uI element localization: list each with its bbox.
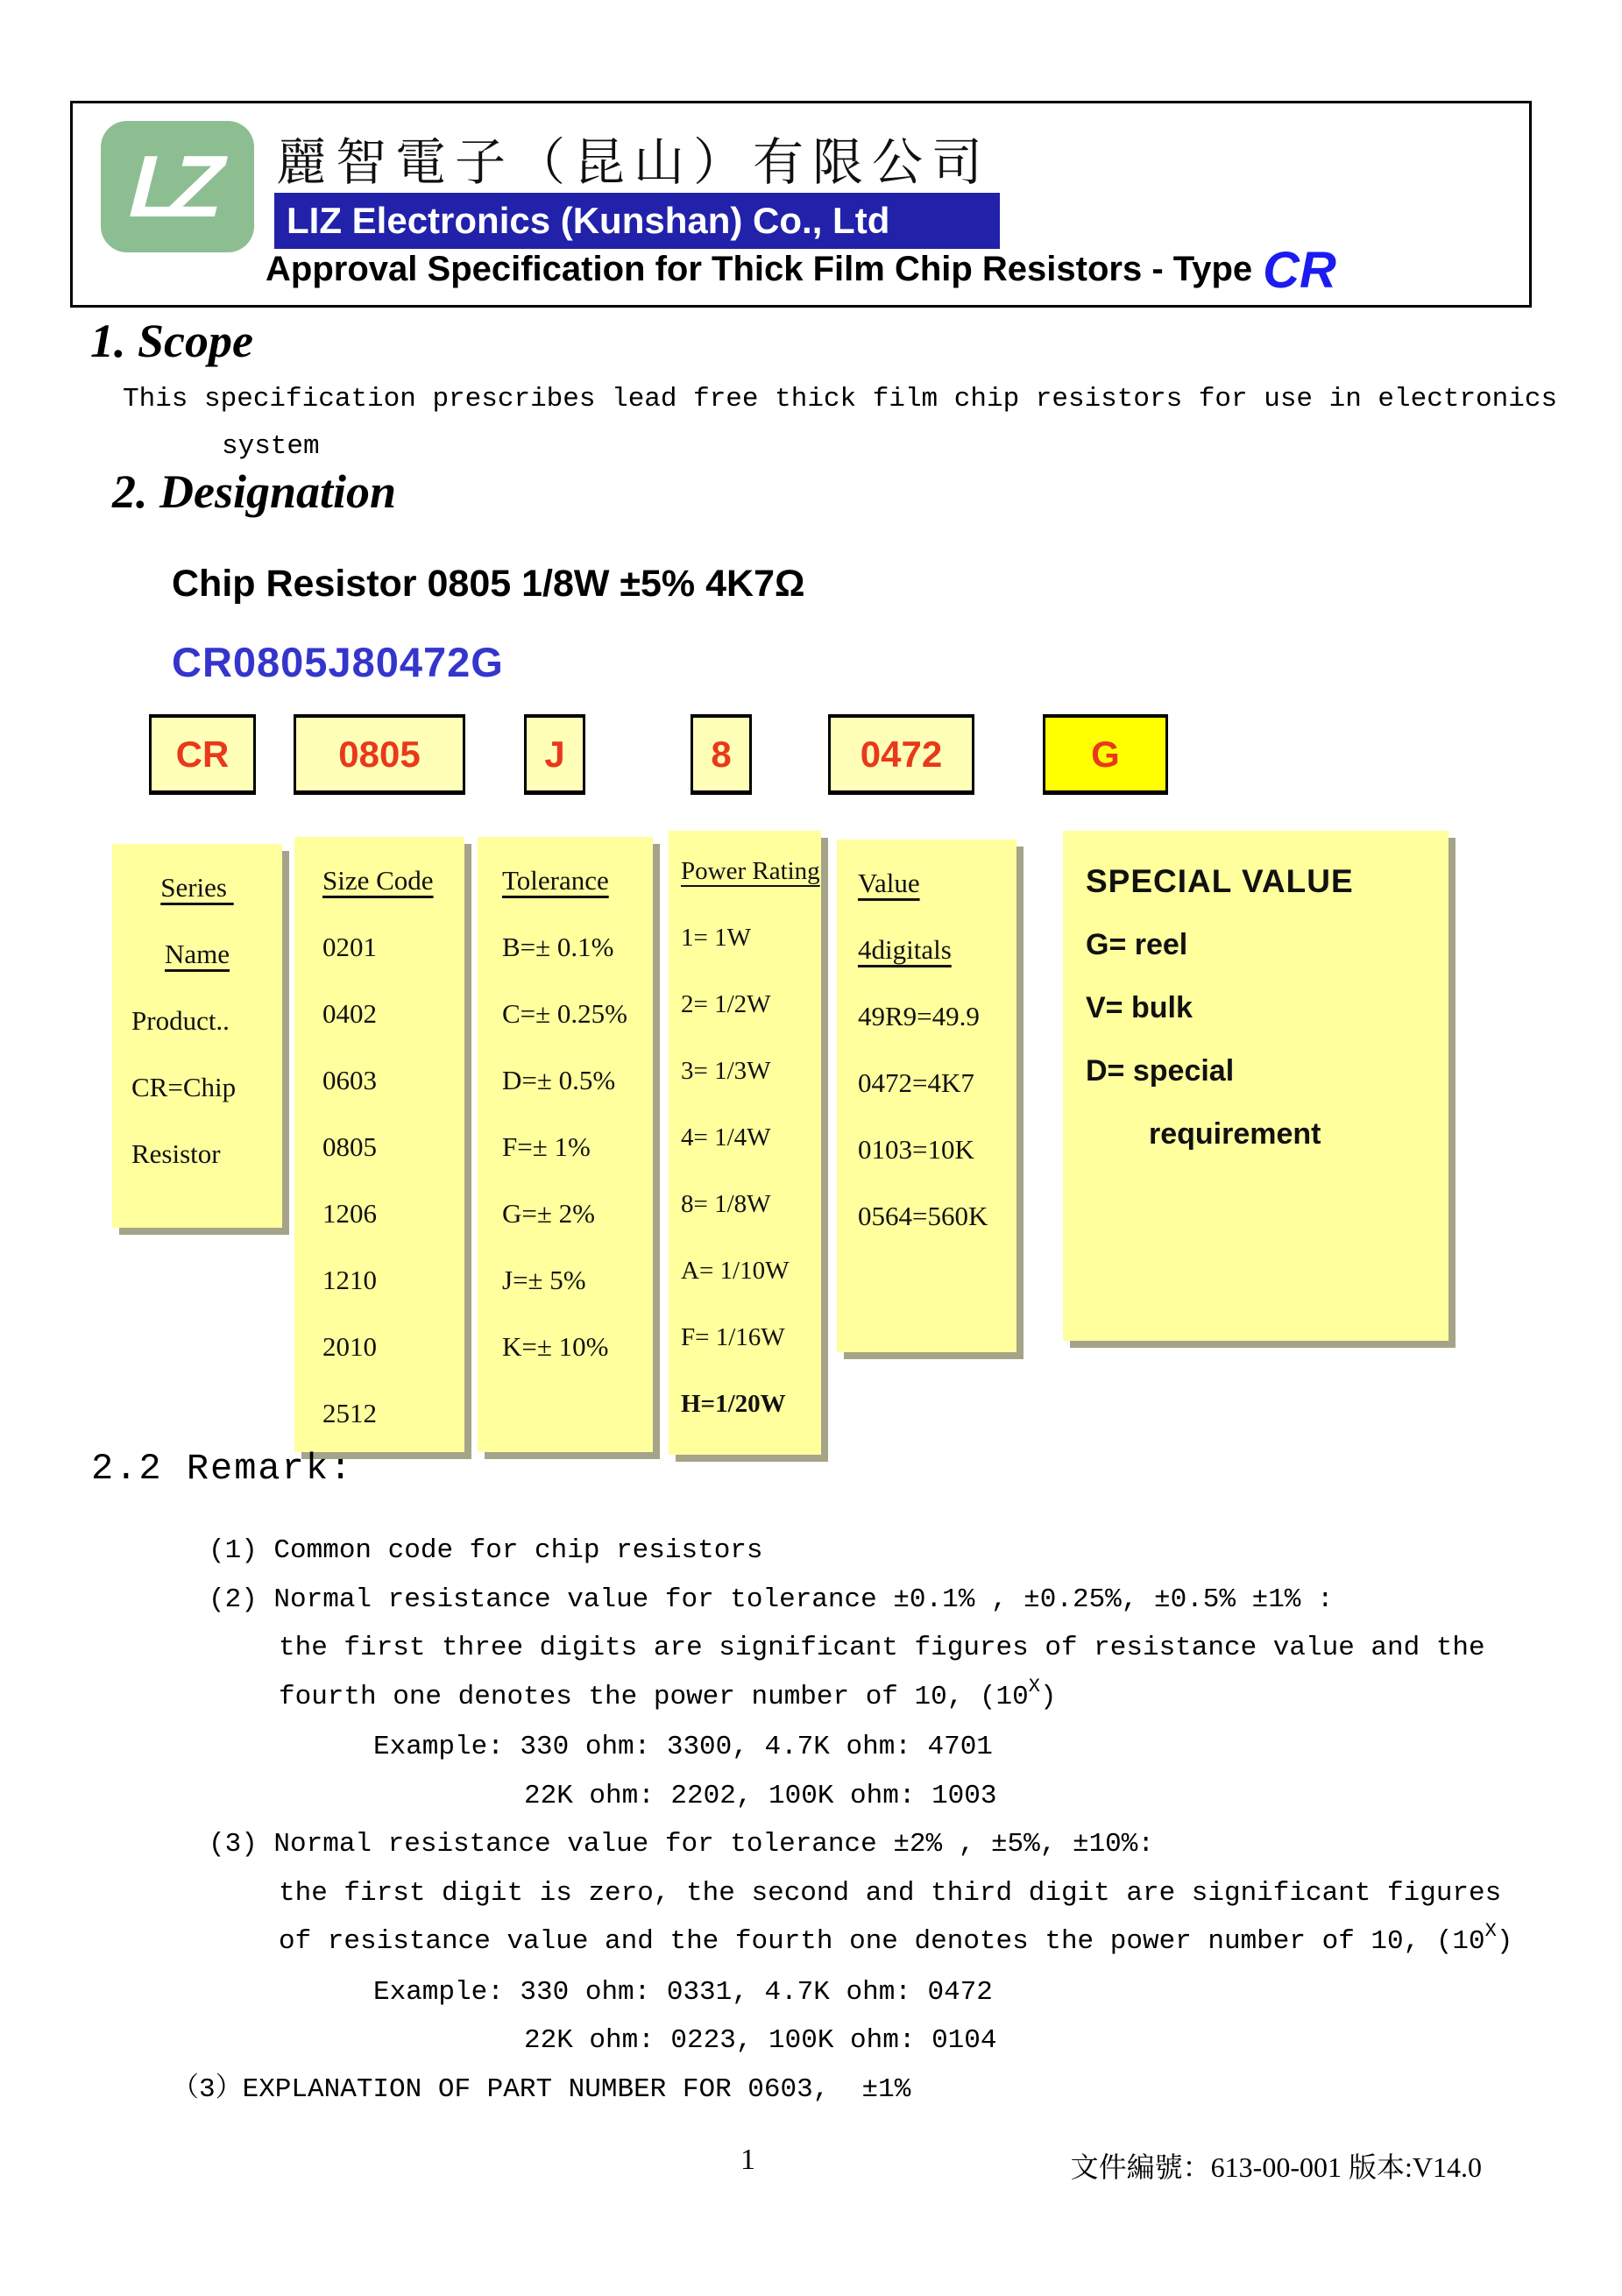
panel-item: J=± 5% (502, 1265, 586, 1295)
panel-item: 8= 1/8W (681, 1190, 771, 1218)
panel-item: Resistor (131, 1138, 221, 1169)
panel-item: 0402 (322, 998, 377, 1029)
footer-page-number: 1 (740, 2144, 755, 2176)
code-box-value: 0472 (828, 714, 974, 795)
panel-tolerance (478, 837, 653, 1452)
header-box (70, 101, 1532, 308)
scope-paragraph-line1: This specification prescribes lead free thick film chip resistors for use in electronics (123, 384, 1558, 415)
example-part-number: CR0805J80472G (172, 639, 504, 685)
panel-header: Series (160, 872, 234, 903)
remark-line-part: of resistance value and the fourth one denotes the power number of 10, (10 (279, 1926, 1485, 1957)
panel-item: 1206 (322, 1198, 377, 1229)
document-title-text: Approval Specification for Thick Film Chip Resistors - Type (266, 250, 1253, 288)
remark-line (91, 1917, 1572, 1968)
remark-line-part: X (1484, 1920, 1497, 1942)
panel-special-value (1063, 831, 1448, 1341)
panel-item: 2= 1/2W (681, 990, 771, 1018)
panel-item: V= bulk (1086, 991, 1193, 1024)
panel-header: Power Rating (681, 857, 820, 885)
remark-line: 22K ohm: 2202, 100K ohm: 1003 (524, 1780, 997, 1811)
panel-item: 0603 (322, 1065, 377, 1095)
panel-item: 2010 (322, 1331, 377, 1362)
section-scope-heading: 1. Scope (90, 315, 253, 367)
remark-line: (1) Common code for chip resistors (209, 1535, 763, 1566)
remark-heading: 2.2 Remark: (91, 1448, 354, 1490)
panel-item: G=± 2% (502, 1198, 595, 1229)
panel-item: 2512 (322, 1398, 377, 1428)
panel-item: C=± 0.25% (502, 998, 627, 1029)
panel-header: Name (164, 939, 230, 969)
panel-item: 0103=10K (858, 1134, 974, 1165)
panel-item: 3= 1/3W (681, 1057, 771, 1085)
panel-item: H=1/20W (681, 1390, 786, 1418)
panel-item: A= 1/10W (681, 1257, 790, 1285)
panel-power-rating (669, 831, 821, 1455)
panel-item: B=± 0.1% (502, 932, 614, 962)
remark-line-part: fourth one denotes the power number of 10, (10 (279, 1681, 1029, 1712)
panel-value (837, 840, 1016, 1352)
remark-section (91, 1448, 1572, 2114)
remark-line: (3) Normal resistance value for tolerance ±2% , ±5%, ±10%: (209, 1829, 1154, 1860)
panel-item: requirement (1149, 1117, 1321, 1151)
panel-header: 4digitals (858, 934, 952, 965)
section-designation-heading: 2. Designation (112, 465, 397, 518)
lz-monogram-icon: LZ (119, 138, 223, 236)
panel-item: 0564=560K (858, 1201, 988, 1231)
panel-header: Value (858, 868, 920, 898)
panel-item: 0201 (322, 932, 377, 962)
remark-line: the first three digits are significant figures of resistance value and the (279, 1633, 1485, 1663)
panel-item: 0472=4K7 (858, 1067, 974, 1098)
company-logo (101, 121, 254, 252)
remark-line: Example: 330 ohm: 0331, 4.7K ohm: 0472 (373, 1976, 993, 2008)
panel-header: Size Code (322, 865, 434, 896)
remark-line: Example: 330 ohm: 3300, 4.7K ohm: 4701 (373, 1732, 993, 1762)
company-name-cn: 麗智電子（昆山）有限公司 (276, 134, 992, 191)
panel-item: F=± 1% (502, 1131, 591, 1162)
example-resistor-title: Chip Resistor 0805 1/8W ±5% 4K7Ω (172, 563, 805, 605)
code-box-tolerance: J (524, 714, 585, 795)
remark-line: the first digit is zero, the second and third digit are significant figures (279, 1877, 1502, 1909)
panel-item: Product.. (131, 1005, 230, 1036)
remark-line: （3）EXPLANATION OF PART NUMBER FOR 0603, ±1% (172, 2073, 911, 2105)
panel-size-code (294, 837, 464, 1452)
remark-line-part: ) (1496, 1926, 1513, 1957)
document-title-type: CR (1263, 242, 1336, 299)
panel-item: K=± 10% (502, 1331, 609, 1362)
remark-line: (2) Normal resistance value for tolerance ±0.1% , ±0.25%, ±0.5% ±1% : (209, 1584, 1334, 1615)
scope-paragraph-line2: system (222, 431, 320, 462)
panel-item: 1= 1W (681, 924, 751, 952)
panel-item: D=± 0.5% (502, 1065, 616, 1095)
panel-item: F= 1/16W (681, 1323, 785, 1351)
code-box-special: G (1043, 714, 1168, 795)
footer-doc-info: 文件編號：613-00-001 版本:V14.0 (1070, 2151, 1482, 2183)
panel-header: Tolerance (502, 865, 609, 896)
code-box-series: CR (149, 714, 256, 795)
company-name-en: LIZ Electronics (Kunshan) Co., Ltd (287, 200, 890, 241)
panel-item: 0805 (322, 1131, 377, 1162)
panel-item: 4= 1/4W (681, 1123, 771, 1152)
panel-header: SPECIAL VALUE (1086, 863, 1354, 899)
code-box-size: 0805 (294, 714, 465, 795)
panel-item: CR=Chip (131, 1072, 237, 1102)
remark-line: 22K ohm: 0223, 100K ohm: 0104 (524, 2025, 997, 2056)
remark-line (91, 1673, 1572, 1724)
remark-line-part: ) (1039, 1681, 1057, 1712)
remark-line-part: X (1028, 1675, 1040, 1697)
panel-item: G= reel (1086, 928, 1188, 961)
panel-item: 49R9=49.9 (858, 1001, 980, 1031)
code-box-power: 8 (691, 714, 752, 795)
panel-series-name (112, 844, 282, 1228)
panel-item: D= special (1086, 1054, 1235, 1088)
document-title (73, 241, 1529, 300)
panel-item: 1210 (322, 1265, 377, 1295)
